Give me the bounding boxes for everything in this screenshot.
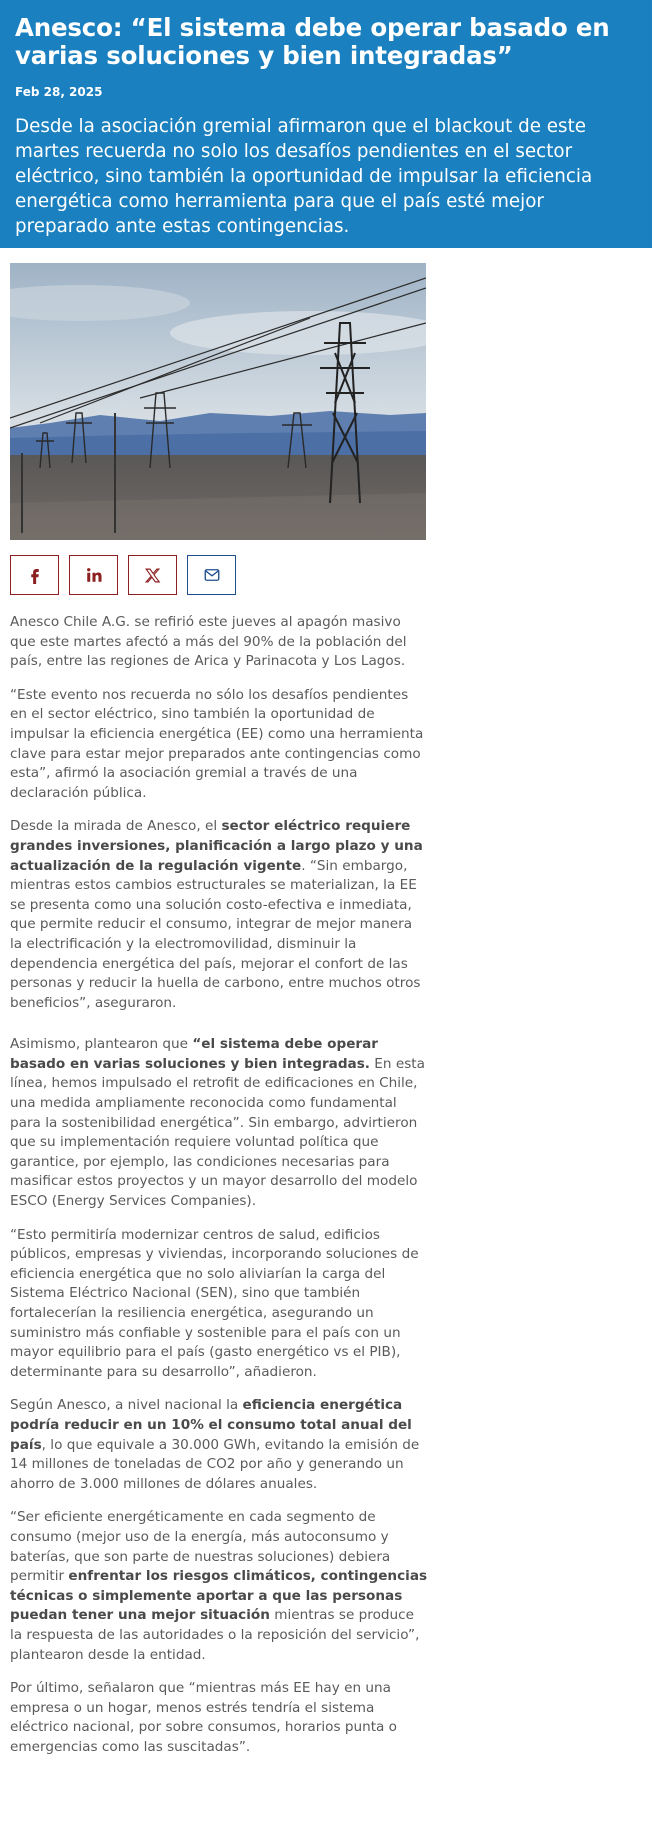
email-share-button[interactable] [187, 555, 236, 595]
paragraph: “Este evento nos recuerda no sólo los desafíos pendientes en el sector eléctrico, sino también la oportunidad de impulsar la eficiencia energética (EE) como una herramienta clave para estar mejor preparados ante contingencias como esta”, afirmó la asociación gremial a través de una declaración pública. [10, 686, 424, 801]
paragraph: Asimismo, plantearon que “el sistema debe operar basado en varias soluciones y bien integradas. En esta línea, hemos impulsado el retrofit de edificaciones en Chile, una medida ampliamente reconocida como fundamental para la sostenibilidad energética”. Sin embargo, advirtieron que su implementación requiere voluntad política que garantice, por ejemplo, las condiciones necesarias para masificar estos proyectos y un mayor desarrollo del modelo ESCO (Energy Services Companies). [10, 1036, 425, 1210]
article-photo [10, 263, 426, 540]
x-icon [144, 567, 161, 584]
publish-date: Feb 28, 2025 [15, 85, 103, 99]
envelope-icon [203, 566, 221, 584]
facebook-share-button[interactable] [10, 555, 59, 595]
paragraph: Desde la mirada de Anesco, el sector eléctrico requiere grandes inversiones, planificación a largo plazo y una actualización de la regulación vigente. “Sin embargo, mientras estos cambios estructurales se materializan, la EE se presenta como una solución costo-efectiva e inmediata, que permite reducir el consumo, integrar de mejor manera la electrificación y la electromovilidad, disminuir la dependencia energética del país, mejorar el confort de las personas y reducir la huella de carbono, entre muchos otros beneficios”, aseguraron. [10, 818, 423, 1011]
share-bar [10, 555, 236, 595]
x-share-button[interactable] [128, 555, 177, 595]
article-header [0, 0, 652, 248]
paragraph: Anesco Chile A.G. se refirió este jueves al apagón masivo que este martes afectó a más del 90% de la población del país, entre las regiones de Arica y Parinacota y Los Lagos. [10, 614, 407, 670]
linkedin-share-button[interactable] [69, 555, 118, 595]
article-body [10, 613, 428, 1771]
paragraph: “Ser eficiente energéticamente en cada segmento de consumo (mejor uso de la energía, más autoconsumo y baterías, que son parte de nuestras soluciones) debiera permitir enfrentar los riesgos climáticos, contingencias técnicas o simplemente aportar a que las personas puedan tener una mejor situación mientras se produce la respuesta de las autoridades o la reposición del servicio”, plantearon desde la entidad. [10, 1509, 428, 1663]
linkedin-icon [85, 566, 103, 584]
paragraph: Según Anesco, a nivel nacional la eficiencia energética podría reducir en un 10% el consumo total anual del país, lo que equivale a 30.000 GWh, evitando la emisión de 14 millones de toneladas de CO2 por año y generando un ahorro de 3.000 millones de dólares anuales. [10, 1397, 420, 1492]
paragraph: Por último, señalaron que “mientras más EE hay en una empresa o un hogar, menos estrés tendría el sistema eléctrico nacional, por sobre consumos, horarios punta o emergencias como las suscitadas”. [10, 1680, 398, 1755]
facebook-icon [26, 566, 44, 584]
paragraph: “Esto permitiría modernizar centros de salud, edificios públicos, empresas y viviendas, incorporando soluciones de eficiencia energética que no solo aliviarían la carga del Sistema Eléctrico Nacional (SEN), sino que también fortalecerían la resiliencia energética, asegurando un suministro más confiable y sostenible para el país con un mayor equilibrio para el país (gasto energético vs el PIB), determinante para su desarrollo”, añadieron. [10, 1226, 419, 1380]
article-lead: Desde la asociación gremial afirmaron que el blackout de este martes recuerda no solo los desafíos pendientes en el sector eléctrico, sino también la oportunidad de impulsar la eficiencia energética como herramienta para que el país esté mejor preparado ante estas contingencias. [15, 116, 593, 237]
article-title: Anesco: “El sistema debe operar basado en varias soluciones y bien integradas” [15, 13, 610, 70]
